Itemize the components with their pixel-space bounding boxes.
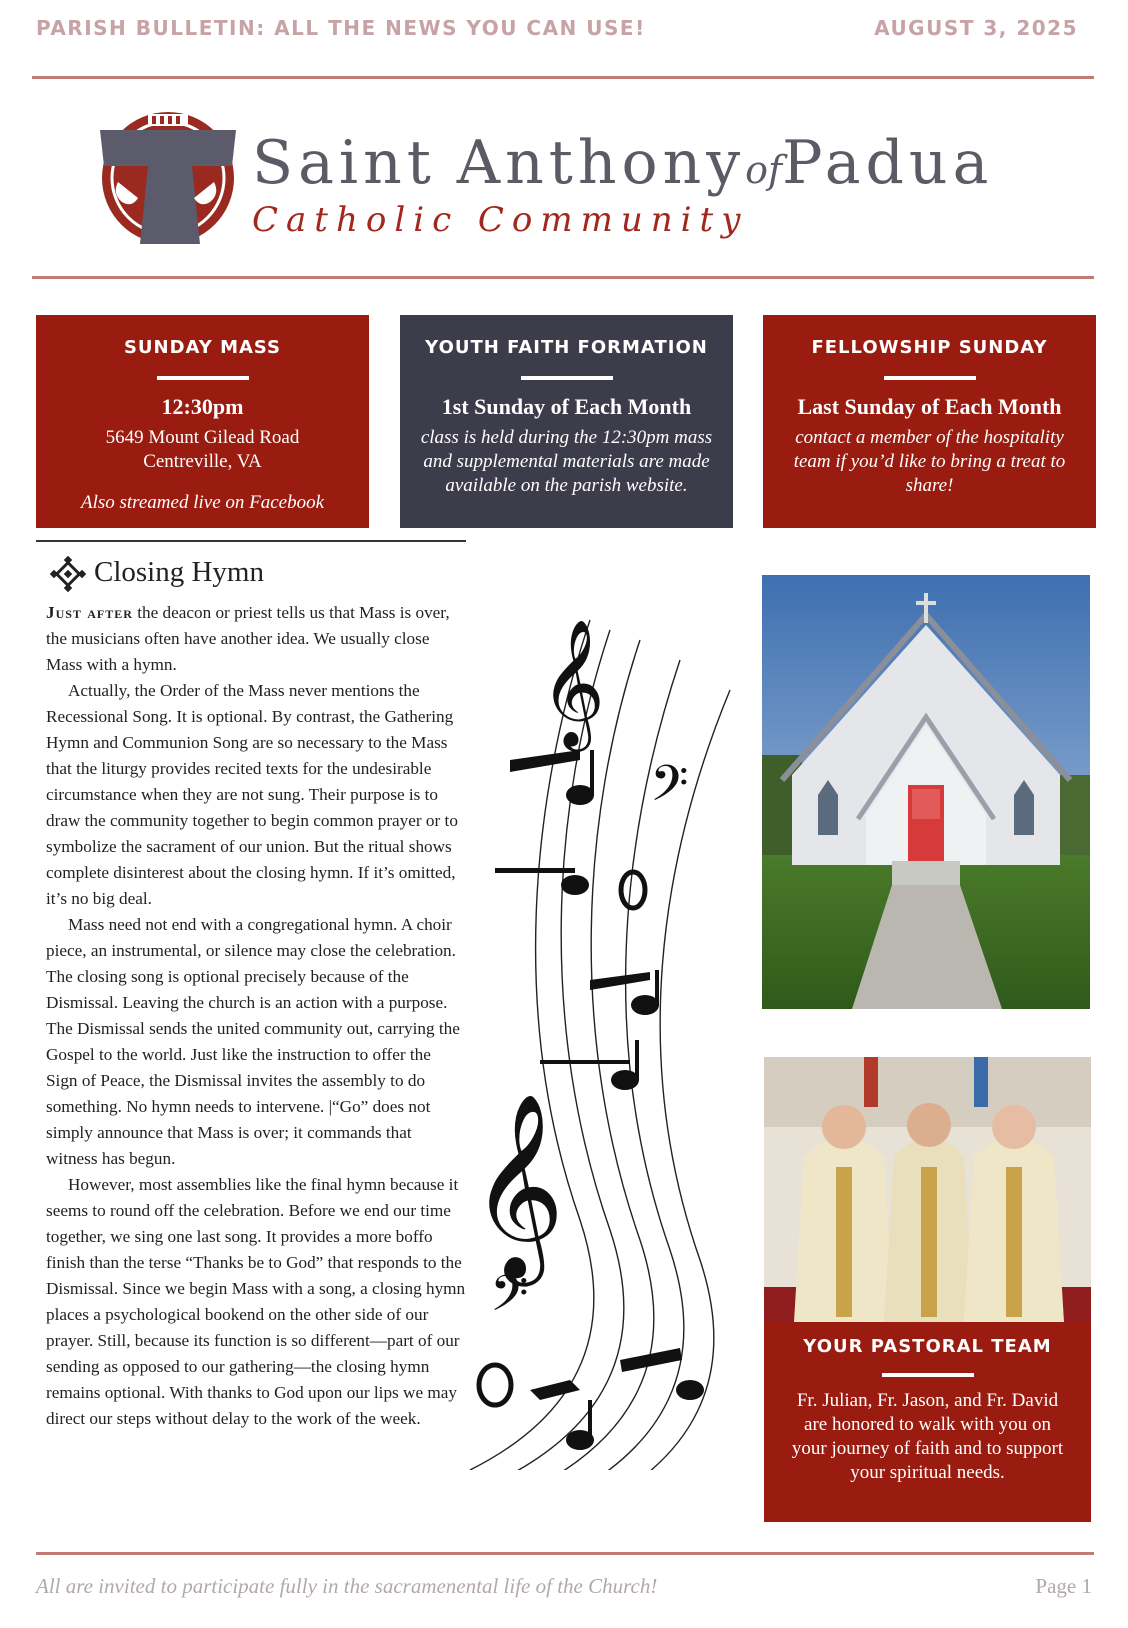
tau-cross-logo-icon [96, 104, 246, 254]
article-lead: Just after [46, 603, 133, 622]
youth-formation-box [400, 315, 733, 528]
fellowship-box [763, 315, 1096, 528]
page-number: Page 1 [1035, 1574, 1092, 1598]
bulletin-date: AUGUST 3, 2025 [874, 16, 1078, 40]
article-paragraph: Actually, the Order of the Mass never mentions the Recessional Song. It is optional. By contrast, the Gathering Hymn and Communion Song are so necessary to the Mass that the liturgy provides recited texts for the undesirable circumstance when they are not sung. Their purpose is to draw the community together to begin common prayer or to symbolize the sacrament of our union. But the ritual shows complete disinterest about the closing hymn. If it’s omitted, it’s no big deal. [46, 681, 458, 908]
article-divider [36, 540, 466, 542]
music-notes-illustration [450, 600, 750, 1470]
youth-schedule: 1st Sunday of Each Month [441, 394, 692, 419]
large-treble-clef-icon: 𝄞 [470, 1091, 565, 1278]
logo-divider [32, 276, 1094, 279]
pastoral-team-photo [764, 1057, 1091, 1322]
box-divider [521, 376, 613, 380]
box-title: YOUTH FAITH FORMATION [425, 337, 708, 358]
mass-address-city: Centreville, VA [143, 451, 262, 472]
team-title: YOUR PASTORAL TEAM [803, 1336, 1052, 1357]
article-title: Closing Hymn [94, 556, 264, 588]
bulletin-heading: PARISH BULLETIN: ALL THE NEWS YOU CAN USE! [36, 16, 646, 40]
top-divider [32, 76, 1094, 79]
mass-address-street: 5649 Mount Gilead Road [105, 427, 300, 448]
fellowship-description: contact a member of the hospitality team if you’d like to bring a treat to share! [793, 427, 1066, 496]
fellowship-schedule: Last Sunday of Each Month [797, 394, 1062, 419]
church-photo [762, 575, 1090, 1009]
box-title: FELLOWSHIP SUNDAY [811, 337, 1048, 358]
article-paragraph: Mass need not end with a congregational hymn. A choir piece, an instrumental, or silence may close the celebration. The closing song is optional precisely because of the Dismissal. Leaving the church is an action with a purpose. The Dismissal sends the united community out, carrying the Gospel to the world. Just like the instruction to offer the Sign of Peace, the Dismissal invites the assembly to do something. No hymn needs to intervene. |“Go” does not simply announce that Mass is over; it commands that witness has begun. [46, 915, 460, 1168]
team-description: Fr. Julian, Fr. Jason, and Fr. David are honored to walk with you on your journey of faith and to support your spiritual needs. [791, 1390, 1064, 1483]
article-paragraph: However, most assemblies like the final hymn because it seems to round off the celebration. Before we end our time together, we sing one last song. It provides a more boffo finish than the terse “Thanks be to God” that responds to the Dismissal. Since we begin Mass with a song, a closing hymn places a psychological bookend on the other side of our prayer. Still, because its function is so different—part of our sending as opposed to our gathering—the closing hymn remains optional. With thanks to God upon our lips we may direct our steps without delay to the work of the week. [46, 1175, 466, 1428]
box-title: SUNDAY MASS [123, 337, 282, 358]
small-bass-clef-icon: 𝄢 [490, 1265, 529, 1335]
treble-clef-icon: 𝄞 [540, 618, 606, 746]
box-divider [157, 376, 249, 380]
youth-description: class is held during the 12:30pm mass and supplemental materials are made available on the parish website. [420, 427, 713, 496]
sunday-mass-box [36, 315, 369, 528]
ornament-icon [50, 556, 86, 592]
article-paragraph: Just after the deacon or priest tells us that Mass is over, the musicians often have another idea. We usually close Mass with a hymn. [46, 603, 450, 674]
mass-time: 12:30pm [161, 394, 244, 419]
stream-note: Also streamed live on Facebook [80, 492, 325, 513]
footer-divider [36, 1552, 1094, 1555]
box-divider [884, 376, 976, 380]
box-divider [882, 1373, 974, 1377]
footer-invitation: All are invited to participate fully in the sacramenental life of the Church! [36, 1574, 658, 1598]
logo-parish-name: Saint AnthonyofPadua [252, 128, 994, 198]
pastoral-team-box [764, 1322, 1091, 1522]
logo-tagline: Catholic Community [252, 200, 749, 240]
bass-clef-icon: 𝄢 [650, 755, 689, 825]
article-body [46, 600, 466, 1432]
